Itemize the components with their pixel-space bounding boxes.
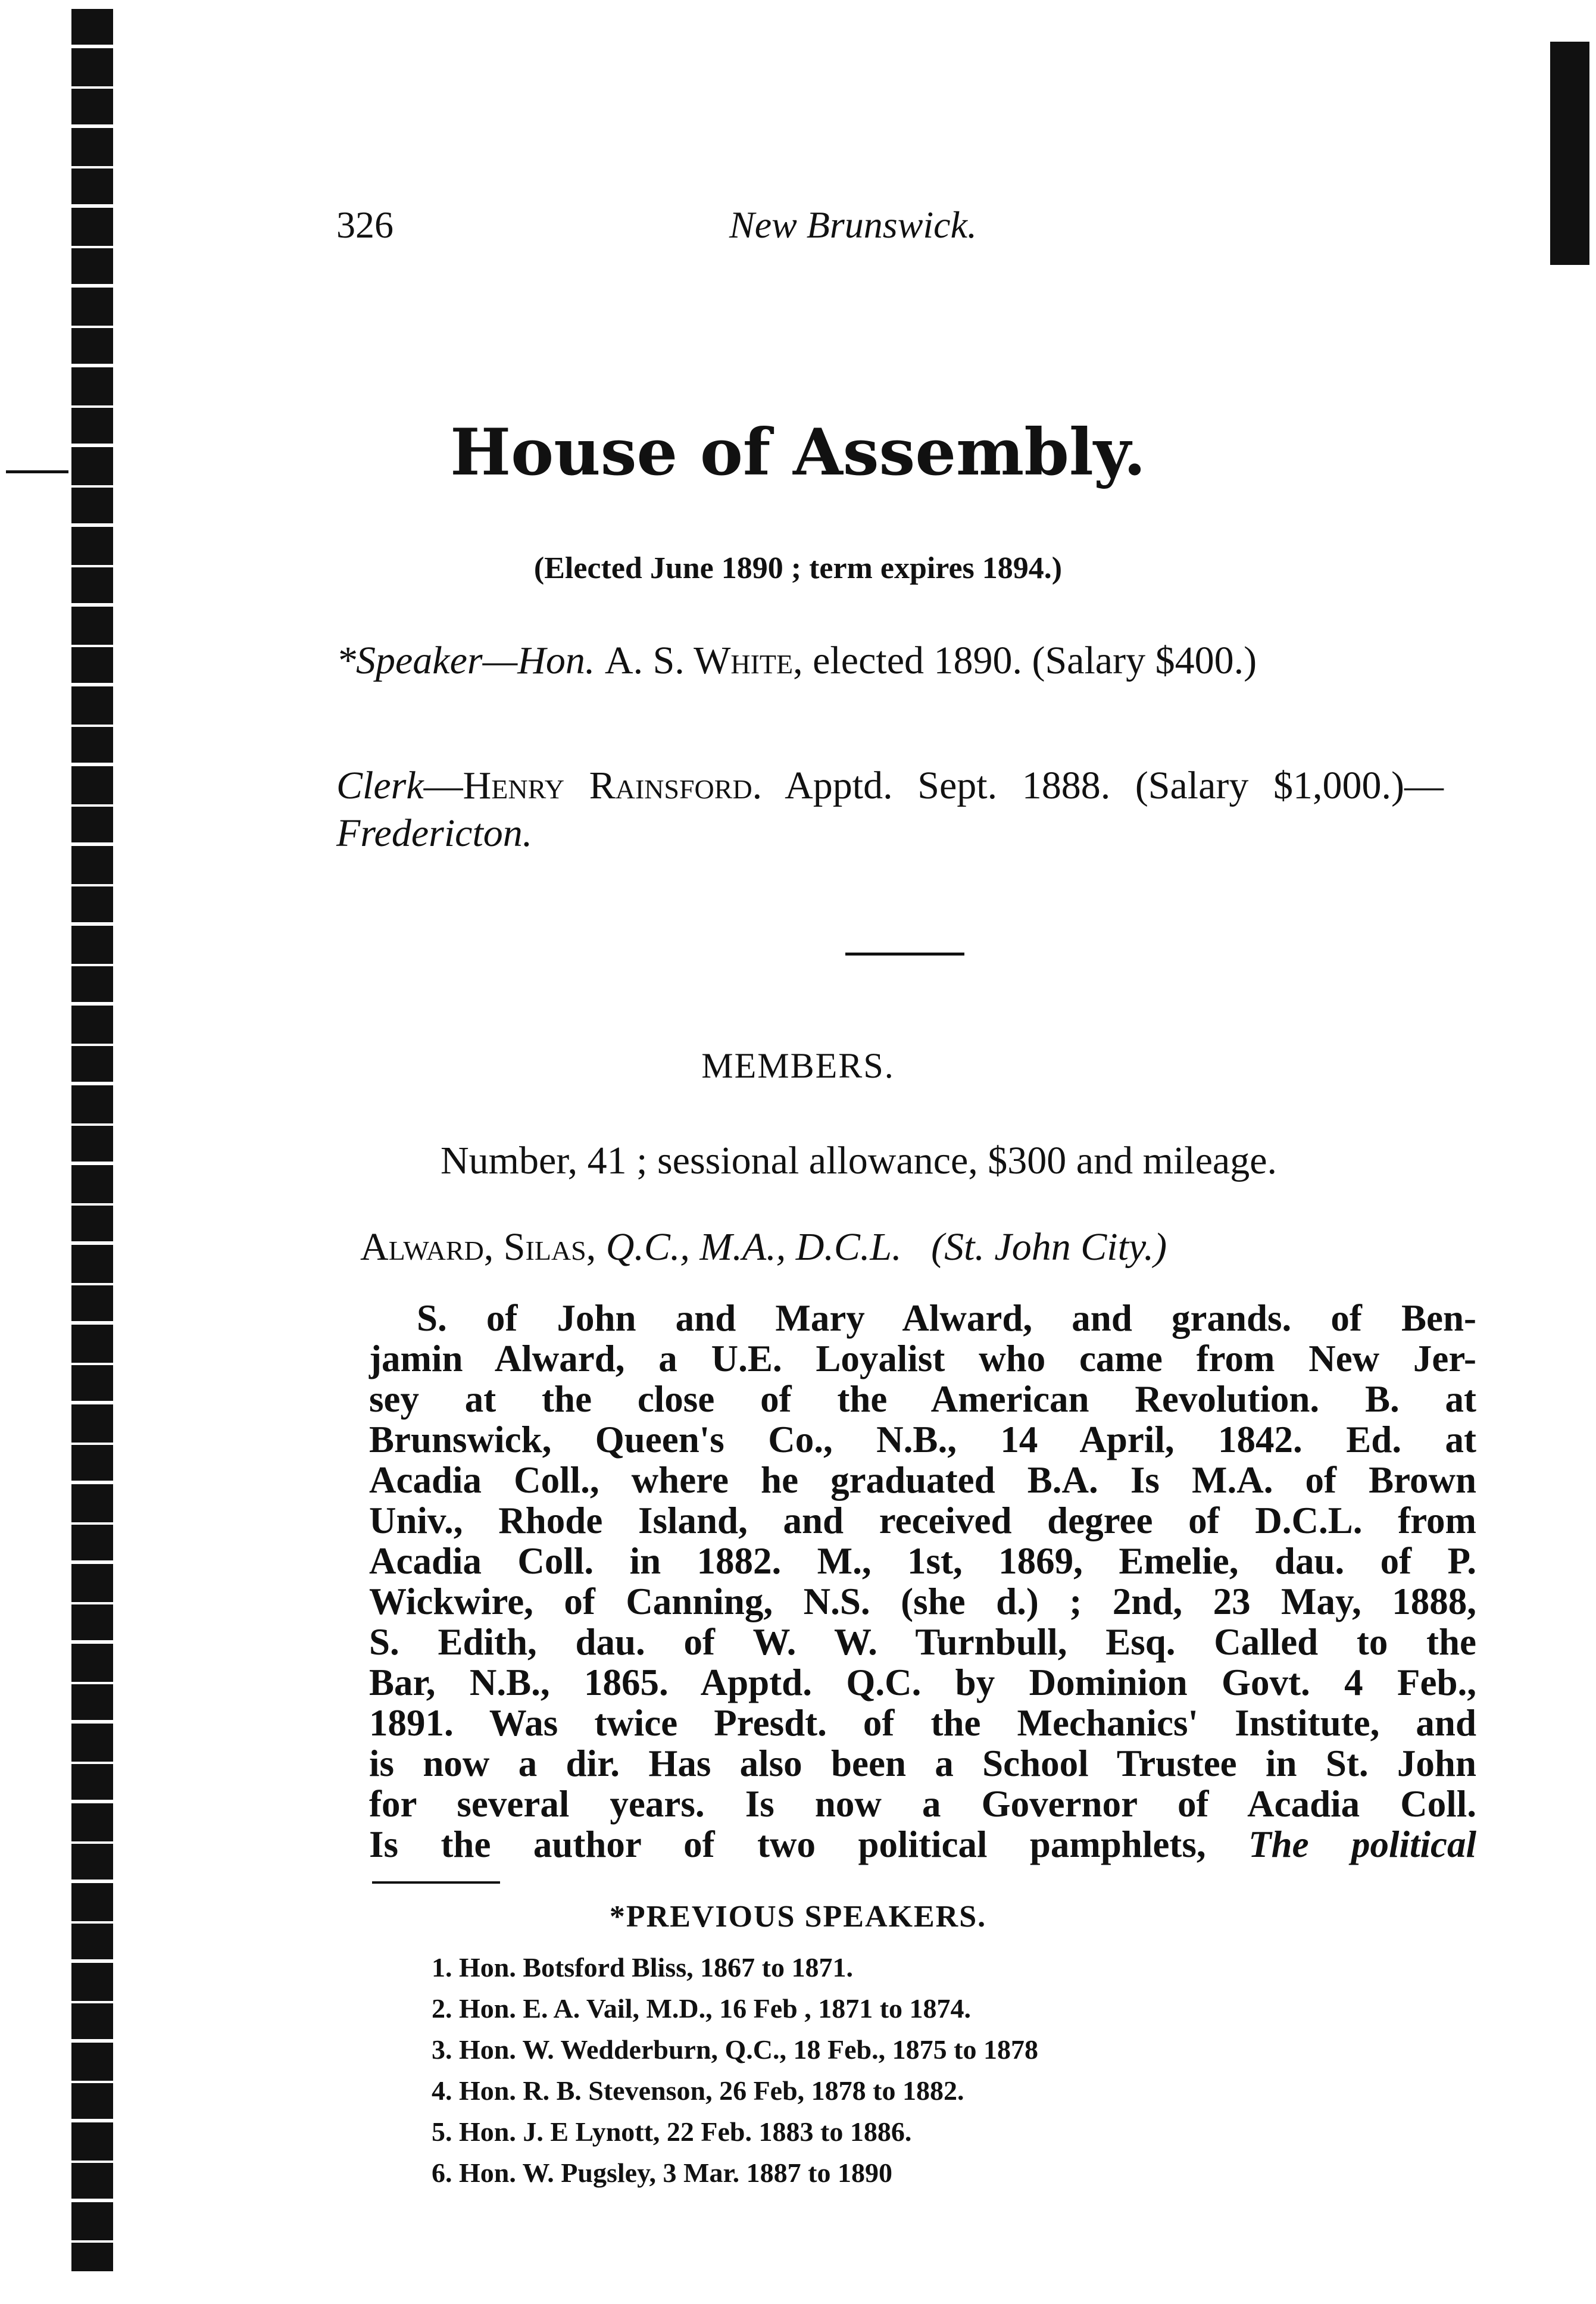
footnote-rule xyxy=(372,1881,500,1884)
list-item: 4. Hon. R. B. Stevenson, 26 Feb, 1878 to 1882. xyxy=(432,2075,964,2106)
page-title: House of Assembly. xyxy=(450,415,1146,490)
bio-line-last xyxy=(369,1824,1476,1865)
clerk-place: Fredericton. xyxy=(336,811,533,855)
list-item: 5. Hon. J. E Lynott, 22 Feb. 1883 to 1886. xyxy=(432,2116,912,2147)
bio-line: Univ., Rhode Island, and received degree of D.C.L. from xyxy=(369,1500,1476,1541)
bio-line: is now a dir. Has also been a School Trustee in St. John xyxy=(369,1743,1476,1784)
members-heading: MEMBERS. xyxy=(701,1046,895,1085)
list-item: 1. Hon. Botsford Bliss, 1867 to 1871. xyxy=(432,1952,853,1983)
list-item: 6. Hon. W. Pugsley, 3 Mar. 1887 to 1890 xyxy=(432,2158,892,2188)
scan-edge-artifact-right xyxy=(1550,42,1589,265)
bio-line: S. of John and Mary Alward, and grands. of Ben- xyxy=(417,1297,1476,1339)
clerk-details: Apptd. Sept. 1888. (Salary $1,000.)— xyxy=(762,764,1444,807)
member-surname: Alward xyxy=(360,1225,484,1269)
speaker-prefix: *Speaker—Hon. xyxy=(336,639,595,682)
member-entry-heading: Alward, Silas, Q.C., M.A., D.C.L. (St. John City.) xyxy=(360,1225,1167,1269)
speaker-paragraph xyxy=(336,637,1444,685)
bio-line: Wickwire, of Canning, N.S. (she d.) ; 2nd, 23 May, 1888, xyxy=(369,1581,1476,1622)
section-divider xyxy=(845,953,964,956)
previous-speakers-list xyxy=(432,1947,1384,2193)
bio-line: for several years. Is now a Governor of Acadia Coll. xyxy=(369,1783,1476,1825)
speaker-details: , elected 1890. (Salary $400.) xyxy=(793,639,1257,682)
bio-line: Bar, N.B., 1865. Apptd. Q.C. by Dominion Govt. 4 Feb., xyxy=(369,1662,1476,1703)
clerk-role: Clerk xyxy=(336,764,424,807)
bio-line: sey at the close of the American Revolution. B. at xyxy=(369,1378,1476,1420)
bio-last-italic: The political xyxy=(1248,1824,1476,1865)
running-head: New Brunswick. xyxy=(729,204,977,246)
members-note: Number, 41 ; sessional allowance, $300 and mileage. xyxy=(441,1139,1277,1182)
election-note: (Elected June 1890 ; term expires 1894.) xyxy=(533,551,1063,585)
footnote-heading: *PREVIOUS SPEAKERS. xyxy=(609,1900,987,1934)
bio-line: Acadia Coll. in 1882. M., 1st, 1869, Emelie, dau. of P. xyxy=(369,1540,1476,1582)
member-given-name: Silas xyxy=(503,1225,586,1269)
bio-last-text: Is the author of two political pamphlets, xyxy=(369,1824,1206,1865)
bio-line: S. Edith, dau. of W. W. Turnbull, Esq. Called to the xyxy=(369,1621,1476,1663)
list-item: 3. Hon. W. Wedderburn, Q.C., 18 Feb., 1875 to 1878 xyxy=(432,2034,1038,2065)
page-header xyxy=(336,201,1051,249)
member-constituency: (St. John City.) xyxy=(931,1225,1167,1269)
clerk-name: Henry Rainsford. xyxy=(463,764,763,807)
bio-line: Brunswick, Queen's Co., N.B., 14 April, 1842. Ed. at xyxy=(369,1419,1476,1460)
member-biography xyxy=(369,1298,1476,1865)
bio-line: jamin Alward, a U.E. Loyalist who came from New Jer- xyxy=(369,1338,1476,1379)
page-number: 326 xyxy=(336,204,393,246)
speaker-name: A. S. White xyxy=(604,639,794,682)
bio-line: 1891. Was twice Presdt. of the Mechanics' Institute, and xyxy=(369,1702,1476,1744)
member-degrees: Q.C., M.A., D.C.L. xyxy=(605,1225,902,1269)
clerk-paragraph: Clerk—Henry Rainsford. Apptd. Sept. 1888. (Salary $1,000.)—Fredericton. xyxy=(336,764,1444,855)
list-item: 2. Hon. E. A. Vail, M.D., 16 Feb , 1871 to 1874. xyxy=(432,1993,972,2024)
bio-line: Acadia Coll., where he graduated B.A. Is M.A. of Brown xyxy=(369,1459,1476,1501)
